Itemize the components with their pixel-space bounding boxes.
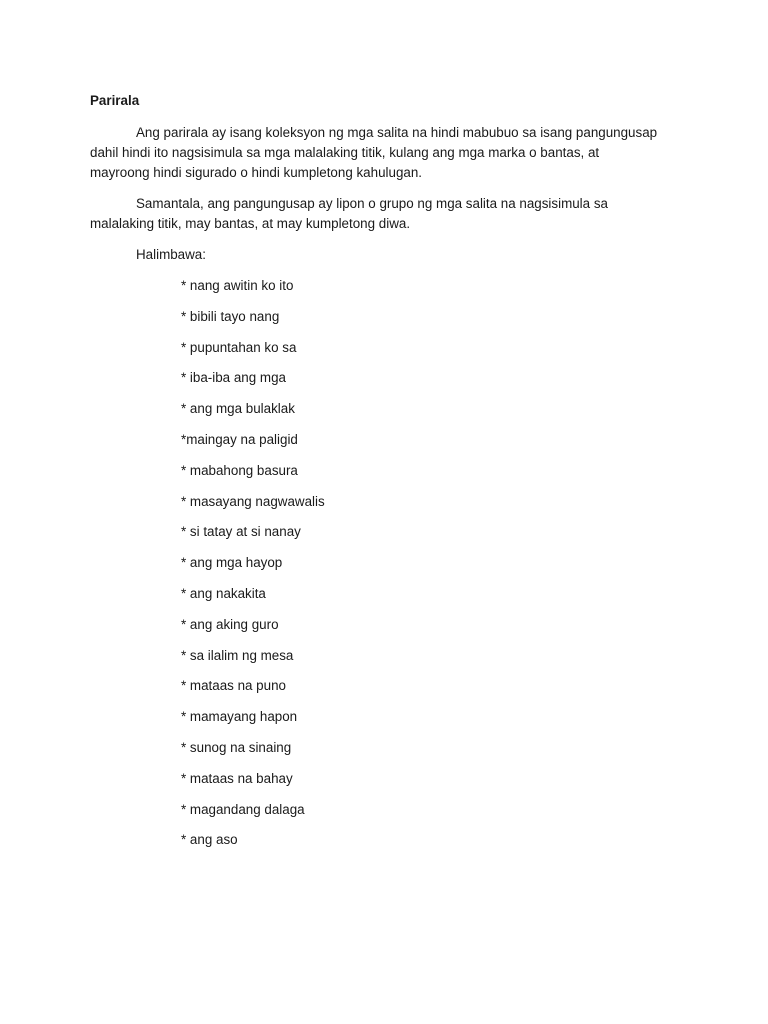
list-item: * ang aso [181,832,238,848]
paragraph-definition-parirala [90,123,690,183]
paragraph-line: dahil hindi ito nagsisimula sa mga malalaking titik, kulang ang mga marka o bantas, at [90,145,600,160]
paragraph-line: Ang parirala ay isang koleksyon ng mga salita na hindi mabubuo sa isang pangungusap [136,125,658,140]
paragraph-line: Samantala, ang pangungusap ay lipon o grupo ng mga salita na nagsisimula sa [136,196,608,211]
examples-label: Halimbawa: [136,247,206,262]
list-item: * mataas na puno [181,678,286,694]
page-title: Parirala [90,93,140,108]
list-item: * bibili tayo nang [181,308,280,324]
list-item: * nang awitin ko ito [181,278,294,293]
list-item: * mabahong basura [181,462,298,478]
list-item: * magandang dalaga [181,801,305,817]
list-item: * iba-iba ang mga [181,370,286,386]
list-item: * pupuntahan ko sa [181,339,297,355]
list-item: * mataas na bahay [181,770,293,786]
list-item: * ang mga bulaklak [181,401,295,417]
list-item: * masayang nagwawalis [181,493,325,509]
list-item: * ang mga hayop [181,555,283,571]
list-item: *maingay na paligid [181,431,298,447]
paragraph-definition-pangungusap [90,194,690,234]
list-item: * ang aking guro [181,616,279,632]
document-body [90,91,690,861]
list-item: * sa ilalim ng mesa [181,647,294,663]
examples-list [90,276,690,861]
list-item: * mamayang hapon [181,709,298,725]
list-item: * ang nakakita [181,585,266,601]
list-item: * sunog na sinaing [181,739,292,755]
paragraph-line: malalaking titik, may bantas, at may kumpletong diwa. [90,216,411,231]
paragraph-line: mayroong hindi sigurado o hindi kumpletong kahulugan. [90,165,423,180]
list-item: * si tatay at si nanay [181,524,301,540]
